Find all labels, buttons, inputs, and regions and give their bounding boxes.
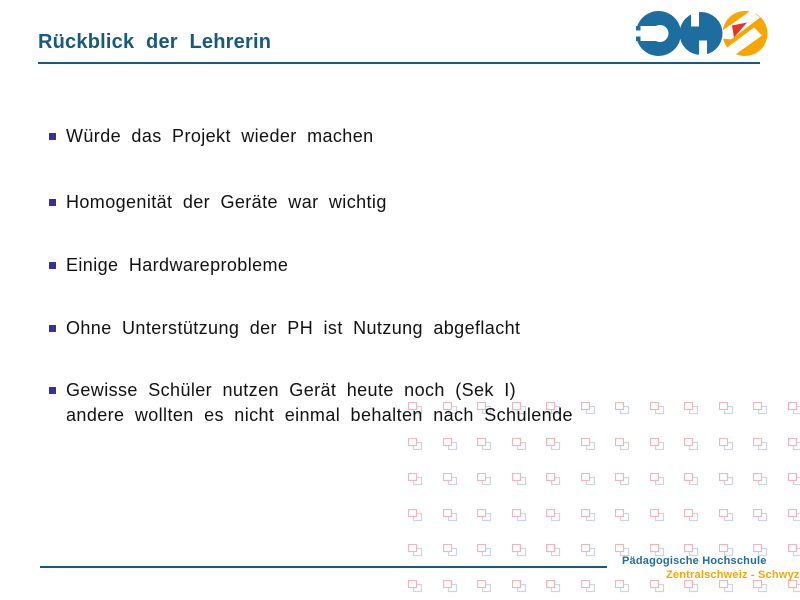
overlap-squares-icon <box>615 438 630 452</box>
square-bullet-icon <box>49 387 56 394</box>
overlap-squares-icon <box>788 509 800 523</box>
overlap-squares-icon <box>753 509 768 523</box>
overlap-squares-icon <box>753 402 768 416</box>
footer-rule <box>40 566 607 568</box>
overlap-squares-icon <box>650 438 665 452</box>
overlap-squares-icon <box>581 438 596 452</box>
overlap-squares-icon <box>443 473 458 487</box>
slide-title: Rückblick der Lehrerin <box>38 31 272 53</box>
footer-institution-name: Pädagogische Hochschule <box>622 555 767 567</box>
bullet-text: Ohne Unterstützung der PH ist Nutzung abgeflacht <box>66 318 521 338</box>
overlap-squares-icon <box>581 473 596 487</box>
overlap-squares-icon <box>477 438 492 452</box>
overlap-squares-icon <box>684 473 699 487</box>
overlap-squares-icon <box>581 544 596 558</box>
overlap-squares-icon <box>615 509 630 523</box>
overlap-squares-icon <box>650 580 665 594</box>
overlap-squares-icon <box>719 402 734 416</box>
overlap-squares-icon <box>719 580 734 594</box>
overlap-squares-icon <box>788 544 800 558</box>
overlap-squares-icon <box>546 509 561 523</box>
overlap-squares-icon <box>650 509 665 523</box>
list-item <box>66 316 666 341</box>
overlap-squares-icon <box>477 580 492 594</box>
list-item <box>66 190 666 215</box>
overlap-squares-icon <box>512 509 527 523</box>
bullet-text: Gewisse Schüler nutzen Gerät heute noch (Sek I) <box>66 380 517 400</box>
overlap-squares-icon <box>443 580 458 594</box>
overlap-squares-icon <box>788 402 800 416</box>
overlap-squares-icon <box>753 438 768 452</box>
overlap-squares-icon <box>512 438 527 452</box>
overlap-squares-icon <box>719 438 734 452</box>
list-item <box>66 378 666 428</box>
overlap-squares-icon <box>408 580 423 594</box>
footer-region-name: Zentralschweiz - Schwyz <box>666 569 800 581</box>
overlap-squares-icon <box>477 544 492 558</box>
overlap-squares-icon <box>512 580 527 594</box>
overlap-squares-icon <box>408 509 423 523</box>
overlap-squares-icon <box>581 580 596 594</box>
overlap-squares-icon <box>408 438 423 452</box>
overlap-squares-icon <box>650 473 665 487</box>
overlap-squares-icon <box>443 544 458 558</box>
list-item <box>66 253 666 278</box>
overlap-squares-icon <box>615 580 630 594</box>
bullet-text-line2: andere wollten es nicht einmal behalten nach Schulende <box>66 405 573 425</box>
square-bullet-icon <box>49 199 56 206</box>
overlap-squares-icon <box>546 580 561 594</box>
overlap-squares-icon <box>546 473 561 487</box>
overlap-squares-icon <box>684 580 699 594</box>
overlap-squares-icon <box>753 580 768 594</box>
overlap-squares-icon <box>443 438 458 452</box>
overlap-squares-icon <box>477 509 492 523</box>
bullet-text: Einige Hardwareprobleme <box>66 255 289 275</box>
overlap-squares-icon <box>788 473 800 487</box>
overlap-squares-icon <box>408 544 423 558</box>
overlap-squares-icon <box>443 509 458 523</box>
overlap-squares-icon <box>581 509 596 523</box>
overlap-squares-icon <box>788 580 800 594</box>
bullet-text: Homogenität der Geräte war wichtig <box>66 192 387 212</box>
overlap-squares-icon <box>788 438 800 452</box>
square-bullet-icon <box>49 262 56 269</box>
square-bullet-icon <box>49 325 56 332</box>
overlap-squares-icon <box>753 473 768 487</box>
overlap-squares-icon <box>512 473 527 487</box>
list-item <box>66 124 666 149</box>
overlap-squares-icon <box>684 509 699 523</box>
overlap-squares-icon <box>684 438 699 452</box>
square-bullet-icon <box>49 133 56 140</box>
overlap-squares-icon <box>477 473 492 487</box>
header-rule <box>38 62 760 64</box>
overlap-squares-icon <box>408 473 423 487</box>
phz-logo-icon <box>636 9 768 58</box>
overlap-squares-icon <box>719 473 734 487</box>
overlap-squares-icon <box>512 544 527 558</box>
overlap-squares-icon <box>684 402 699 416</box>
overlap-squares-icon <box>546 438 561 452</box>
overlap-squares-icon <box>615 473 630 487</box>
bullet-text: Würde das Projekt wieder machen <box>66 126 374 146</box>
overlap-squares-icon <box>546 544 561 558</box>
overlap-squares-icon <box>719 509 734 523</box>
